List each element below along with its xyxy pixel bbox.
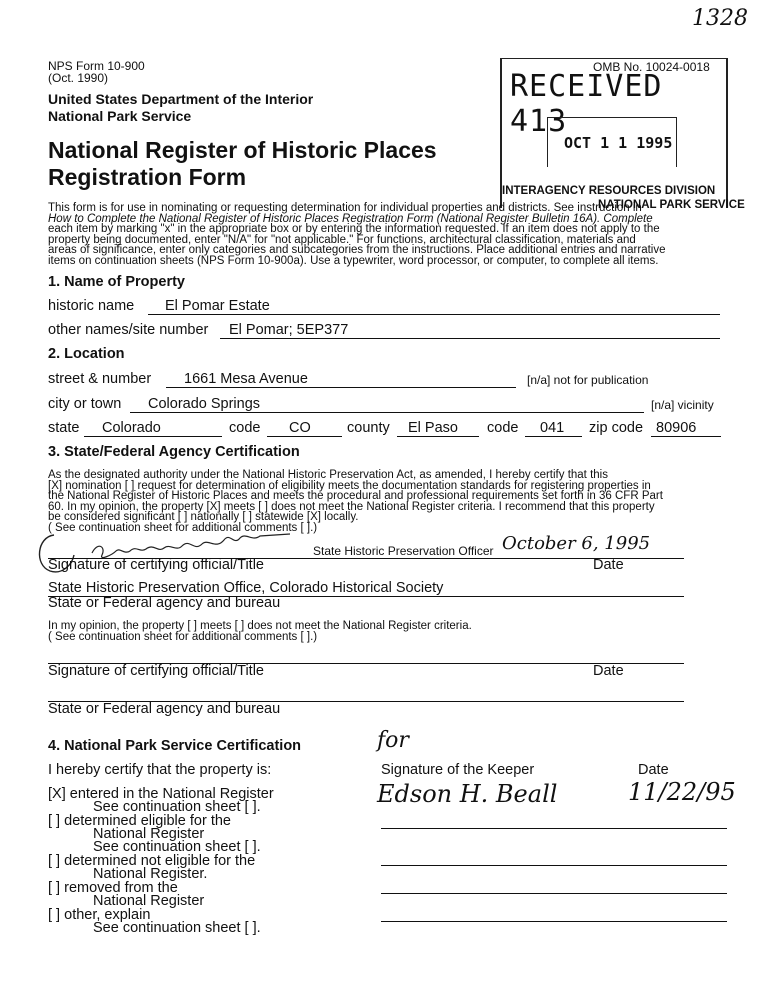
city-value[interactable]: Colorado Springs	[148, 396, 261, 412]
option-entered[interactable]	[48, 788, 274, 814]
street-line	[166, 387, 516, 388]
stamp-date: OCT 1 1 1995	[564, 134, 673, 152]
date-label: Date	[593, 557, 624, 573]
historic-name-value[interactable]: El Pomar Estate	[165, 298, 270, 314]
zip-value[interactable]: 80906	[656, 420, 697, 436]
historic-name-line	[148, 314, 720, 315]
signature-label: Signature of certifying official/Title	[48, 557, 264, 573]
option-continuation: See continuation sheet [ ].	[93, 920, 261, 936]
keeper-signature: Edson H. Beall	[377, 780, 558, 808]
option-sub: National Register	[93, 826, 205, 842]
option-continuation: See continuation sheet [ ].	[93, 799, 261, 815]
instruction-line: How to Complete the National Register of Historic Places Registration Form (National Register Bulletin 16A). Complete	[48, 212, 653, 225]
option-continuation: See continuation sheet [ ].	[93, 839, 261, 855]
county-label: county	[347, 420, 390, 436]
street-value[interactable]: 1661 Mesa Avenue	[184, 371, 308, 387]
instruction-line: property being documented, enter "N/A" for "not applicable." For functions, architectural classification, materials and	[48, 233, 636, 246]
city-label: city or town	[48, 396, 122, 412]
keeper-signature-label: Signature of the Keeper	[381, 762, 535, 778]
cert-line: ( See continuation sheet for additional comments [ ].)	[48, 521, 318, 534]
stamp-received-text: RECEIVED 413	[510, 69, 663, 139]
section-2-heading: 2. Location	[48, 346, 125, 362]
opinion-line: ( See continuation sheet for additional comments [ ].)	[48, 630, 318, 643]
section-3-heading: 3. State/Federal Agency Certification	[48, 444, 300, 460]
instruction-line: items on continuation sheets (NPS Form 10-900a). Use a typewriter, word processor, or computer, to complete all items.	[48, 254, 659, 267]
keeper-line-4	[381, 921, 727, 922]
instruction-line: areas of significance, enter only categories and subcategories from the instructions. Place additional entries and narrative	[48, 244, 666, 256]
section-4-heading: 4. National Park Service Certification	[48, 738, 302, 754]
opinion-line: In my opinion, the property [ ] meets [ ] does not meet the National Register criteria.	[48, 620, 472, 632]
received-stamp	[500, 58, 745, 211]
state-code-label: code	[229, 420, 261, 436]
county-value[interactable]: El Paso	[408, 420, 458, 436]
keeper-date-label: Date	[638, 762, 669, 778]
zip-line	[651, 436, 721, 437]
instructions	[48, 203, 728, 266]
cert-line: the National Register of Historic Places and meets the procedural and professional requirements set forth in 36 CFR Part	[48, 490, 663, 502]
county-code-value[interactable]: 041	[540, 420, 565, 436]
signer-title: State Historic Preservation Officer	[313, 544, 494, 558]
agency-label-2: State or Federal agency and bureau	[48, 701, 281, 717]
department-name: United States Department of the Interior	[48, 91, 314, 107]
keeper-line-2	[381, 865, 727, 866]
signature-label-2: Signature of certifying official/Title	[48, 663, 264, 679]
form-date: (Oct. 1990)	[48, 71, 109, 85]
option-label: determined not eligible for the	[64, 853, 256, 869]
certification-paragraph	[48, 470, 728, 533]
option-removed[interactable]	[48, 882, 204, 908]
handwritten-page-number: 1328	[692, 6, 748, 31]
option-label: entered in the National Register	[69, 786, 274, 802]
state-code-value[interactable]: CO	[289, 420, 311, 436]
checkbox[interactable]: [ ]	[48, 813, 61, 829]
stamp-date-box	[547, 117, 677, 167]
option-label: determined eligible for the	[64, 813, 231, 829]
keeper-for: for	[377, 728, 409, 753]
option-other[interactable]	[48, 909, 261, 935]
option-eligible[interactable]	[48, 815, 261, 854]
other-names-label: other names/site number	[48, 322, 209, 338]
state-label: state	[48, 420, 80, 436]
vicinity[interactable]: [n/a] vicinity	[651, 398, 714, 412]
zip-label: zip code	[589, 420, 644, 436]
agency-value[interactable]: State Historic Preservation Office, Colorado Historical Society	[48, 580, 444, 596]
street-label: street & number	[48, 371, 152, 387]
county-code-line	[525, 436, 582, 437]
county-code-label: code	[487, 420, 519, 436]
service-name: National Park Service	[48, 108, 192, 124]
stamp-division: INTERAGENCY RESOURCES DIVISION	[502, 185, 716, 197]
city-line	[130, 412, 644, 413]
stamp-service: NATIONAL PARK SERVICE	[598, 199, 745, 211]
keeper-intro: I hereby certify that the property is:	[48, 762, 272, 778]
state-code-line	[267, 436, 342, 437]
cert-line: [X] nomination [ ] request for determination of eligibility meets the documentation standards for registering properties in	[48, 479, 651, 492]
checkbox[interactable]: [ ]	[48, 880, 61, 896]
option-label: other, explain	[64, 907, 151, 923]
cert-line: be considered significant [ ] nationally [ ] statewide [X] locally.	[48, 511, 359, 523]
option-sub: National Register.	[93, 866, 208, 882]
form-title-line2: Registration Form	[48, 164, 247, 190]
option-label: removed from the	[64, 880, 178, 896]
form-title	[48, 137, 437, 191]
checkbox[interactable]: [ ]	[48, 853, 61, 869]
other-names-value[interactable]: El Pomar; 5EP377	[229, 322, 349, 338]
cert-line: As the designated authority under the National Historic Preservation Act, as amended, I hereby certify that this	[48, 469, 608, 481]
keeper-date: 11/22/95	[628, 778, 736, 806]
checkbox[interactable]: [X]	[48, 786, 66, 802]
state-value[interactable]: Colorado	[102, 420, 161, 436]
opinion-text	[48, 621, 472, 642]
not-for-publication[interactable]: [n/a] not for publication	[527, 373, 649, 387]
option-sub: National Register	[93, 893, 205, 909]
signed-date: October 6, 1995	[502, 533, 651, 554]
keeper-line-1	[381, 828, 727, 829]
other-names-line	[220, 338, 720, 339]
instruction-line: each item by marking "x" in the appropriate box or by entering the information requested. If an item does not apply to the	[48, 223, 660, 235]
option-not-eligible[interactable]	[48, 855, 255, 881]
historic-name-label: historic name	[48, 298, 135, 314]
keeper-line-3	[381, 893, 727, 894]
section-1-heading: 1. Name of Property	[48, 274, 185, 290]
form-title-line1: National Register of Historic Places	[48, 137, 437, 163]
county-line	[397, 436, 479, 437]
agency-header	[48, 91, 313, 125]
omb-number: OMB No. 10024-0018	[593, 60, 710, 74]
form-id	[48, 60, 145, 84]
date-label-2: Date	[593, 663, 624, 679]
state-line	[84, 436, 222, 437]
instruction-line: This form is for use in nominating or requesting determination for individual properties and districts. See instruction in	[48, 202, 642, 214]
agency-label: State or Federal agency and bureau	[48, 595, 281, 611]
cert-line: 60. In my opinion, the property [X] meets [ ] does not meet the National Register criteria. I recommend that this property	[48, 500, 655, 513]
form-number: NPS Form 10-900	[48, 59, 145, 73]
checkbox[interactable]: [ ]	[48, 907, 61, 923]
